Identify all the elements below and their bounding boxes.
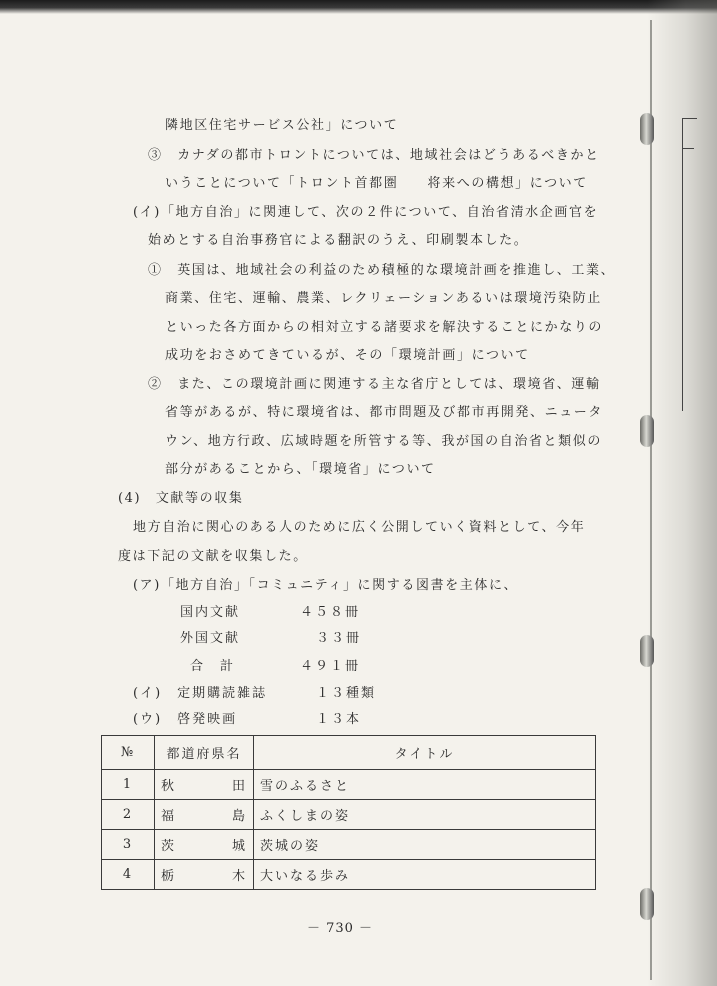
row-prefecture	[155, 860, 254, 890]
row-no: 2	[102, 800, 155, 830]
total-value: ４９１冊	[300, 659, 361, 674]
body-line: といった各方面からの相対立する諸要求を解決することにかなりの	[165, 320, 604, 335]
row-no: 3	[102, 830, 155, 860]
film-titles-table	[101, 735, 596, 890]
row-title: ふくしまの姿	[254, 800, 596, 830]
body-line: 成功をおさめてきているが、その「環境計画」について	[165, 348, 530, 363]
films-label: (ウ) 啓発映画	[133, 712, 238, 727]
header-prefecture: 都道府県名	[155, 736, 254, 770]
films-value: １３本	[316, 712, 362, 727]
body-line: 地方自治に関心のある人のために広く公開していく資料として、今年	[133, 520, 586, 535]
pref-char: 島	[231, 809, 247, 824]
body-line: ③ カナダの都市トロントについては、地域社会はどうあるべきかと	[148, 148, 600, 163]
row-no: 4	[102, 860, 155, 890]
binder-ring-icon	[640, 888, 654, 920]
row-title: 大いなる歩み	[254, 860, 596, 890]
row-prefecture	[155, 770, 254, 800]
binder-spine	[650, 20, 652, 980]
page-number: － 730 －	[306, 921, 374, 936]
body-line: 度は下記の文献を収集した。	[118, 549, 308, 564]
body-line: (ア)「地方自治」「コミュニティ」に関する図書を主体に、	[133, 578, 519, 593]
body-line: ウン、地方行政、広域時題を所管する等、我が国の自治省と類似の	[165, 434, 602, 449]
row-prefecture	[155, 830, 254, 860]
row-title: 雪のふるさと	[254, 770, 596, 800]
binder-ring-icon	[640, 113, 654, 145]
body-line: いうことについて「トロント首都圏 将来への構想」について	[165, 176, 588, 191]
foreign-label: 外国文献	[180, 631, 241, 646]
pref-char: 田	[231, 779, 247, 794]
margin-bracket-tick	[682, 148, 694, 149]
table-header-row	[102, 736, 596, 770]
pref-char: 秋	[161, 779, 177, 794]
row-prefecture	[155, 800, 254, 830]
header-no: №	[102, 736, 155, 770]
pref-char: 茨	[161, 839, 177, 854]
periodicals-label: (イ) 定期購読雑誌	[133, 686, 268, 701]
body-line: 省等があるが、特に環境省は、都市問題及び都市再開発、ニュータ	[165, 405, 604, 420]
periodicals-value: １３種類	[316, 686, 377, 701]
body-line: 隣地区住宅サービス公社」について	[165, 118, 399, 133]
total-label: 合 計	[190, 659, 236, 674]
table-row	[102, 860, 596, 890]
binder-ring-icon	[640, 415, 654, 447]
pref-char: 木	[231, 869, 247, 884]
body-line: 商業、住宅、運輸、農業、レクリェーションあるいは環境汚染防止	[165, 291, 602, 306]
margin-bracket	[682, 118, 697, 411]
section-heading: (4) 文献等の収集	[118, 491, 244, 506]
body-line: ① 英国は、地域社会の利益のため積極的な環境計画を推進し、工業、	[148, 263, 616, 278]
pref-char: 城	[231, 839, 247, 854]
domestic-label: 国内文献	[180, 605, 241, 620]
scan-top-edge	[0, 0, 717, 14]
binder-ring-icon	[640, 635, 654, 667]
body-line: 始めとする自治事務官による翻訳のうえ、印刷製本した。	[148, 233, 529, 248]
body-line: ② また、この環境計画に関連する主な省庁としては、環境省、運輸	[148, 377, 601, 392]
row-title: 茨城の姿	[254, 830, 596, 860]
row-no: 1	[102, 770, 155, 800]
pref-char: 福	[161, 809, 177, 824]
table-row	[102, 770, 596, 800]
pref-char: 栃	[161, 869, 177, 884]
domestic-value: ４５８冊	[300, 605, 361, 620]
body-line: 部分があることから、「環境省」について	[165, 462, 436, 477]
table-row	[102, 830, 596, 860]
header-title: タイトル	[254, 736, 596, 770]
table-row	[102, 800, 596, 830]
foreign-value: ３３冊	[316, 631, 362, 646]
body-line: (イ)「地方自治」に関連して、次の２件について、自治省清水企画官を	[133, 205, 599, 220]
